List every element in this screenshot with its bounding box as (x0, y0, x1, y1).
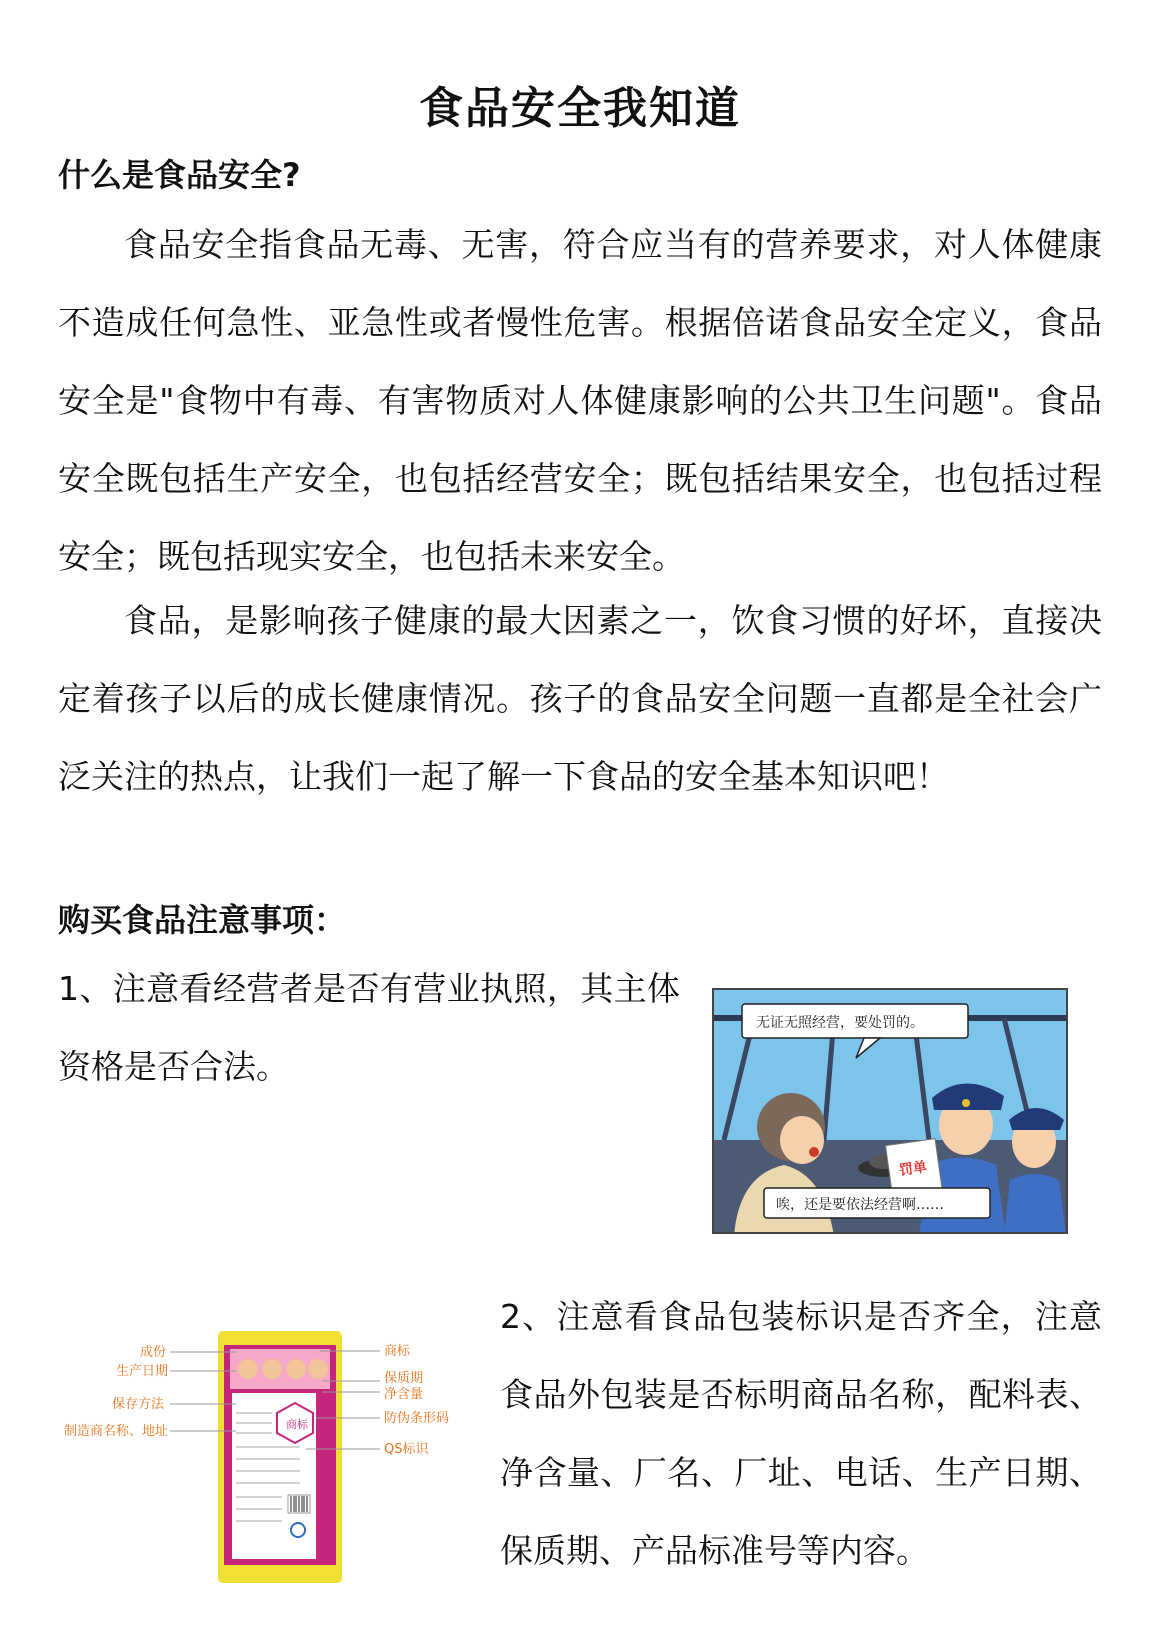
section-heading-what-is: 什么是食品安全? (58, 156, 301, 194)
label-trademark: 商标 (384, 1344, 411, 1359)
section-heading-buying-tips: 购买食品注意事项： (58, 901, 347, 939)
paragraph-definition: 食品安全指食品无毒、无害，符合应当有的营养要求，对人体健康不造成任何急性、亚急性或者慢性危害。根据倍诺食品安全定义，食品安全是"食物中有毒、有害物质对人体健康影响的公共卫生问题"。食品安全既包括生产安全，也包括经营安全；既包括结果安全，也包括过程安全；既包括现实安全，也包括未来安全。 (58, 225, 1102, 576)
tip-item-1: 1、注意看经营者是否有营业执照，其主体资格是否合法。 (58, 969, 680, 1086)
page-title: 食品安全我知道 (419, 83, 741, 134)
tip-item-2: 2、注意看食品包装标识是否齐全，注意食品外包装是否标明商品名称，配料表、净含量、厂名、厂址、电话、生产日期、保质期、产品标准号等内容。 (500, 1297, 1102, 1570)
paragraph-children: 食品，是影响孩子健康的最大因素之一，饮食习惯的好坏，直接决定着孩子以后的成长健康情况。孩子的食品安全问题一直都是全社会广泛关注的热点，让我们一起了解一下食品的安全基本知识吧！ (58, 601, 1102, 796)
comic-illustration (712, 988, 1068, 1234)
label-barcode: 防伪条形码 (384, 1411, 450, 1426)
speech-bubble-bottom: 唉，还是要依法经营啊…… (776, 1197, 944, 1213)
trademark-text: 商标 (286, 1418, 308, 1431)
label-manufacturer: 制造商名称、地址 (64, 1424, 169, 1439)
label-ingredients: 成份 (140, 1345, 167, 1360)
ticket-text: 罚单 (898, 1159, 929, 1179)
label-qs-mark: QS标识 (384, 1442, 429, 1457)
label-production-date: 生产日期 (116, 1364, 169, 1379)
package-label-diagram (60, 1325, 480, 1585)
speech-bubble-top: 无证无照经营，要处罚的。 (756, 1015, 924, 1031)
label-shelf-life: 保质期 (384, 1371, 424, 1386)
label-net-content: 净含量 (384, 1387, 424, 1402)
label-storage-method: 保存方法 (112, 1397, 165, 1412)
